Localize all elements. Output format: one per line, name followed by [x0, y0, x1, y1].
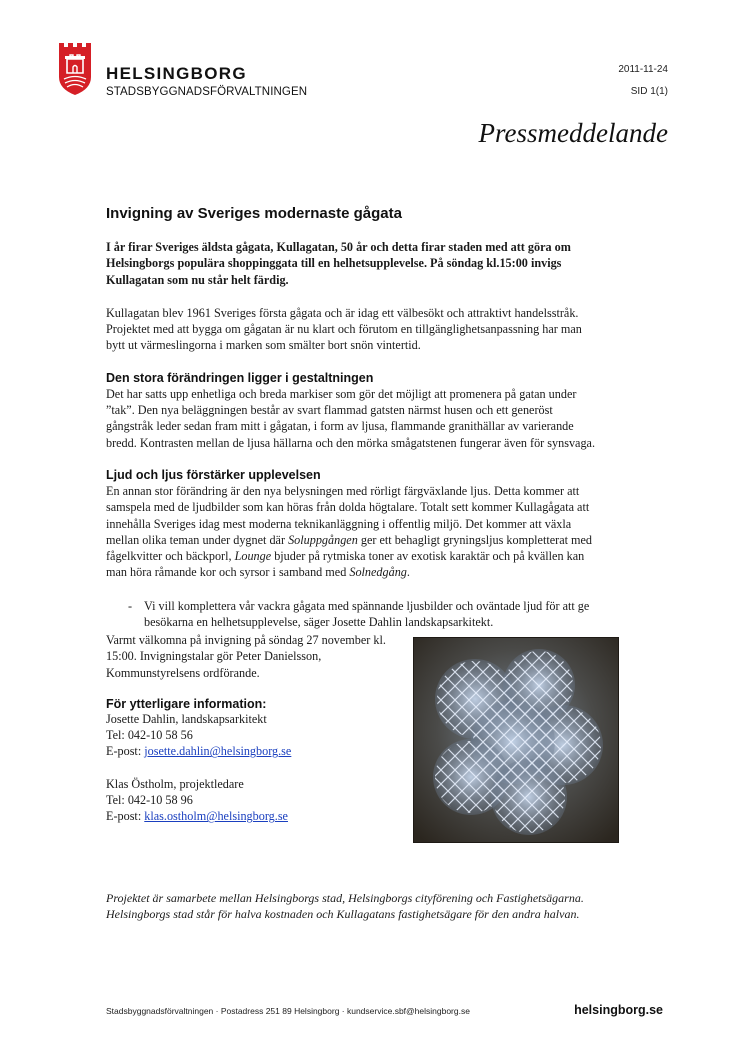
text-run: ger ett behagligt gryningsljus kompletterat med fågelkvitter och bäckporl, [106, 532, 593, 564]
contact2-email-link[interactable]: klas.ostholm@helsingborg.se [144, 809, 288, 824]
document-date: 2011-11-24 [618, 64, 668, 75]
welcome-text: Varmt välkomna på invigning på söndag 27 november kl. 15:00. Invigningstalar gör Peter Danielsson, Kommunstyrelsens ordförande. [106, 633, 386, 680]
contact2-name: Klas Östholm, projektledare [106, 776, 244, 791]
section-text-sound-light [106, 483, 598, 581]
helsingborg-crest-logo-icon [57, 43, 93, 95]
emphasis-solnedgang: Solnedgång [349, 565, 407, 580]
footer-address: Stadsbyggnadsförvaltningen · Postadress 251 89 Helsingborg · kundservice.sbf@helsingborg.se [106, 1006, 470, 1016]
section-text-design: Det har satts upp enhetliga och breda markiser som gör det möjligt att promenera på gatan under ”tak”. Den nya beläggningen består av svart flammad gatsten närmst husen och ett generöst gångstråk leder sedan fram mitt i gågatan, i form av ljusa, flammande granithällar av varierande bredd. Kontrasten mellan de ljusa hällarna och den mörka smågatstenen fungerar även för synsvaga. [106, 386, 596, 450]
text-run: . [406, 565, 410, 580]
org-department: STADSBYGGNADSFÖRVALTNINGEN [106, 86, 308, 98]
article-title: Invigning av Sveriges modernaste gågata [106, 205, 402, 222]
contact1-email-link[interactable]: josette.dahlin@helsingborg.se [144, 744, 292, 759]
contact1-email-line [106, 743, 396, 759]
contact1-name: Josette Dahlin, landskapsarkitekt [106, 711, 267, 726]
article-lead: I år firar Sveriges äldsta gågata, Kullagatan, 50 år och detta firar staden med att göra om Helsingborgs populära shoppinggata till en helhetsupplevelse. På söndag kl.15:00 invigs Kullagatan som nu står helt färdig. [106, 240, 571, 287]
org-name: HELSINGBORG [106, 64, 247, 83]
contact2-email-line [106, 808, 396, 824]
quote-text: Vi vill komplettera vår vackra gågata med spännande ljusbilder och oväntade ljud för att ge besökarna en helhetsupplevelse, säger Josette Dahlin landskapsarkitekt. [144, 598, 590, 630]
text-run: bjuder på rytmiska toner av exotisk karaktär och på kvällen kan man höra råmande kor och syrsor i samband med [106, 549, 585, 580]
info-heading: För ytterligare information: [106, 696, 267, 711]
quote-block [106, 598, 598, 631]
emphasis-lounge: Lounge [234, 549, 272, 564]
document-type-heading: Pressmeddelande [478, 118, 668, 148]
section-heading-sound-light: Ljud och ljus förstärker upplevelsen [106, 467, 321, 482]
paving-pattern-photo [413, 637, 619, 843]
footer-website[interactable]: helsingborg.se [574, 1003, 663, 1017]
text-run: En annan stor förändring är den nya belysningen med rörligt färgväxlande ljus. Detta kommer att samspela med de ljudbilder som kan höras från dolda högtalare. Totalt sett kommer Kullagågata att innehålla Sveriges idag mest moderna teknikanläggning i offentlig miljö. Det kommer att växla mellan olika teman under dygnet där [106, 483, 590, 547]
quote-dash: - [128, 598, 133, 613]
contact2-tel: Tel: 042-10 58 96 [106, 793, 193, 808]
page-number: SID 1(1) [630, 86, 668, 97]
project-footnote: Projektet är samarbete mellan Helsingborgs stad, Helsingborgs cityförening och Fastighetsägarna. Helsingborgs stad står för halva kostnaden och Kullagatans fastighetsägare för den andra halvan. [106, 891, 584, 922]
article-body [106, 205, 598, 646]
article-intro: Kullagatan blev 1961 Sveriges första gågata och är idag ett välbesökt och attraktivt handelsstråk. Projektet med att bygga om gågatan är nu klart och förutom en tillgänglighetsanpassning har man bytt ut värmeslingorna i marken som smälter bort snön vintertid. [106, 305, 582, 353]
contact1-tel: Tel: 042-10 58 56 [106, 728, 193, 743]
email-label: E-post: [106, 744, 145, 759]
contact-column [106, 632, 396, 825]
emphasis-soluppgangen: Soluppgången [288, 532, 358, 547]
section-heading-design: Den stora förändringen ligger i gestaltningen [106, 370, 374, 385]
email-label: E-post: [106, 809, 145, 824]
